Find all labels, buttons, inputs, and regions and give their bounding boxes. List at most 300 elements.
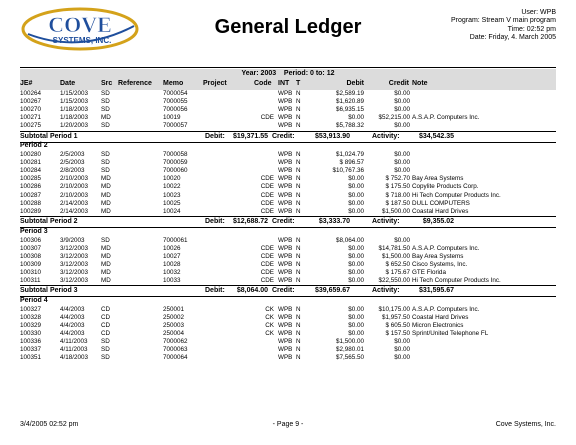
cell-src: MD <box>101 244 111 252</box>
cell-src: MD <box>101 207 111 215</box>
cell-note: DULL COMPUTERS <box>412 199 470 207</box>
subtotal-label: Subtotal Period 2 <box>20 218 78 226</box>
cell-memo: 7000063 <box>163 346 188 354</box>
cell-src: SD <box>101 159 110 167</box>
cell-je: 100308 <box>20 252 42 260</box>
cell-debit: $0.00 <box>348 114 364 122</box>
cell-memo: 10028 <box>163 260 181 268</box>
col-memo: Memo <box>163 80 184 87</box>
subtotal-debit-label: Debit: <box>205 132 225 140</box>
cell-credit: $0.00 <box>394 159 410 167</box>
cell-memo: 7000057 <box>163 122 188 130</box>
cell-code: CDE <box>260 207 274 215</box>
cell-memo: 7000059 <box>163 159 188 167</box>
subtotal-debit-label: Debit: <box>205 287 225 295</box>
cell-note: GTE Florida <box>412 268 446 276</box>
cell-date: 3/12/2003 <box>60 268 89 276</box>
cell-memo: 7000060 <box>163 167 188 175</box>
cell-date: 2/14/2003 <box>60 207 89 215</box>
table-row <box>20 114 556 122</box>
table-row <box>20 245 556 253</box>
table-row <box>20 183 556 191</box>
cell-t: N <box>296 175 301 183</box>
cell-credit: $10,175.00 <box>378 305 410 313</box>
cell-int: WPB <box>278 207 293 215</box>
cell-memo: 10022 <box>163 183 181 191</box>
cell-t: N <box>296 268 301 276</box>
col-reference: Reference <box>118 80 152 87</box>
cell-src: MD <box>101 183 111 191</box>
cell-debit: $0.00 <box>348 268 364 276</box>
cell-debit: $ 896.57 <box>339 159 364 167</box>
cell-t: N <box>296 305 301 313</box>
table-row <box>20 167 556 175</box>
table-row <box>20 90 556 98</box>
cell-src: SD <box>101 90 110 97</box>
subtotal-activity: $31,595.67 <box>418 287 454 295</box>
report-title: General Ledger <box>214 16 362 38</box>
period-label: Period 4 <box>20 296 48 304</box>
cell-date: 3/12/2003 <box>60 260 89 268</box>
cell-debit: $5,788.32 <box>335 122 364 130</box>
cell-note: Cisco Systems, Inc. <box>412 260 468 268</box>
cell-je: 100287 <box>20 191 42 199</box>
cell-credit: $0.00 <box>394 338 410 346</box>
cell-memo: 10023 <box>163 191 181 199</box>
cell-debit: $10,767.36 <box>332 167 364 175</box>
cell-credit: $1,957.50 <box>381 314 410 321</box>
table-row <box>20 322 556 330</box>
cell-t: N <box>296 159 301 167</box>
period-label: Period 2 <box>20 142 48 150</box>
cell-int: WPB <box>278 183 293 191</box>
cell-src: SD <box>101 354 110 362</box>
subtotal-credit-label: Credit: <box>272 132 295 140</box>
cell-debit: $2,589.19 <box>335 90 364 97</box>
cell-debit: $7,565.50 <box>335 354 364 362</box>
cell-credit: $0.00 <box>394 346 410 354</box>
cell-memo: 10027 <box>163 252 181 260</box>
footer-company: Cove Systems, Inc. <box>495 421 556 428</box>
cell-int: WPB <box>278 90 293 97</box>
cell-credit: $ 605.50 <box>385 322 410 330</box>
cell-memo: 250004 <box>163 330 185 338</box>
cell-src: MD <box>101 276 111 284</box>
subtotal-debit-label: Debit: <box>205 218 225 226</box>
cell-int: WPB <box>278 314 293 321</box>
cell-src: CD <box>101 322 111 330</box>
cell-int: WPB <box>278 98 293 106</box>
cell-date: 2/5/2003 <box>60 151 85 159</box>
meta-user: User: WPB <box>521 9 556 16</box>
table-row <box>20 346 556 354</box>
cell-debit: $0.00 <box>348 330 364 338</box>
cell-t: N <box>296 207 301 215</box>
cell-int: WPB <box>278 354 293 362</box>
cell-t: N <box>296 276 301 284</box>
cell-debit: $0.00 <box>348 314 364 321</box>
cell-memo: 7000055 <box>163 98 188 106</box>
cell-memo: 7000058 <box>163 151 188 159</box>
cell-src: MD <box>101 191 111 199</box>
table-row <box>20 159 556 167</box>
header-rule-top <box>20 67 556 68</box>
cell-debit: $0.00 <box>348 252 364 260</box>
subtotal-debit: $19,371.55 <box>232 132 268 140</box>
cell-debit: $6,935.15 <box>335 106 364 114</box>
meta-program: Program: Stream V main program <box>450 17 556 25</box>
cell-src: SD <box>101 346 110 354</box>
cell-int: WPB <box>278 330 293 338</box>
cell-date: 4/4/2003 <box>60 305 85 313</box>
cell-je: 100271 <box>20 114 42 122</box>
cell-date: 3/9/2003 <box>60 236 85 244</box>
cell-t: N <box>296 106 301 114</box>
col-src: Src <box>101 80 113 87</box>
cell-int: WPB <box>278 244 293 252</box>
cell-t: N <box>296 183 301 191</box>
cell-je: 100329 <box>20 322 42 330</box>
cell-date: 4/11/2003 <box>60 346 88 354</box>
cell-debit: $0.00 <box>348 175 364 183</box>
cell-int: WPB <box>278 260 293 268</box>
cell-src: MD <box>101 268 111 276</box>
cell-note: Sprint/United Telephone FL <box>412 330 489 338</box>
cell-credit: $ 752.70 <box>385 175 410 183</box>
cell-code: CDE <box>260 244 274 252</box>
cell-date: 1/18/2003 <box>60 114 89 122</box>
cell-t: N <box>296 191 301 199</box>
subtotal-debit: $12,688.72 <box>232 218 268 226</box>
cell-je: 100306 <box>20 236 42 244</box>
cell-code: CDE <box>260 175 274 183</box>
cell-credit: $0.00 <box>394 106 410 114</box>
cell-src: CD <box>101 330 111 338</box>
cell-debit: $0.00 <box>348 199 364 207</box>
cell-date: 3/12/2003 <box>60 244 89 252</box>
cell-code: CDE <box>260 260 274 268</box>
cell-int: WPB <box>278 305 293 313</box>
cell-t: N <box>296 167 301 175</box>
cell-int: WPB <box>278 175 293 183</box>
cell-debit: $1,024.79 <box>335 151 364 159</box>
cell-date: 4/4/2003 <box>60 314 85 321</box>
cell-src: CD <box>101 314 111 321</box>
cell-t: N <box>296 236 301 244</box>
cell-memo: 10020 <box>163 175 181 183</box>
cell-memo: 10026 <box>163 244 181 252</box>
cell-date: 1/15/2003 <box>60 98 89 106</box>
cell-date: 4/18/2003 <box>60 354 89 362</box>
cell-code: CK <box>265 330 274 338</box>
cell-debit: $0.00 <box>348 244 364 252</box>
period-range: Period: 0 to: 12 <box>283 70 335 77</box>
cell-credit: $14,781.50 <box>378 244 410 252</box>
table-row <box>20 269 556 277</box>
subtotal-row <box>20 131 556 143</box>
cell-src: MD <box>101 199 111 207</box>
cell-memo: 250001 <box>163 305 185 313</box>
year-label: Year: 2003 <box>241 70 277 77</box>
cell-int: WPB <box>278 252 293 260</box>
table-row <box>20 151 556 159</box>
cell-t: N <box>296 252 301 260</box>
cell-memo: 10033 <box>163 276 181 284</box>
cell-note: Hi Tech Computer Products Inc. <box>412 191 501 199</box>
cell-debit: $0.00 <box>348 191 364 199</box>
subtotal-credit-label: Credit: <box>272 287 295 295</box>
cell-je: 100281 <box>20 159 42 167</box>
cell-memo: 10032 <box>163 268 181 276</box>
cell-note: Hi Tech Computer Products Inc. <box>412 276 501 284</box>
cell-code: CDE <box>260 252 274 260</box>
table-row <box>20 237 556 245</box>
cell-date: 3/12/2003 <box>60 252 89 260</box>
table-row <box>20 277 556 285</box>
cell-int: WPB <box>278 236 293 244</box>
table-row <box>20 106 556 114</box>
col-int: INT <box>278 80 290 87</box>
col-debit: Debit <box>346 80 364 87</box>
table-row <box>20 354 556 362</box>
cell-t: N <box>296 314 301 321</box>
cell-je: 100286 <box>20 183 42 191</box>
cell-credit: $0.00 <box>394 151 410 159</box>
cell-credit: $ 187.50 <box>385 199 410 207</box>
cell-debit: $0.00 <box>348 305 364 313</box>
cell-int: WPB <box>278 159 293 167</box>
cell-code: CDE <box>260 191 274 199</box>
cell-int: WPB <box>278 276 293 284</box>
cell-int: WPB <box>278 106 293 114</box>
cell-credit: $0.00 <box>394 167 410 175</box>
cell-t: N <box>296 90 301 97</box>
cell-code: CDE <box>260 199 274 207</box>
cell-credit: $0.00 <box>394 236 410 244</box>
cell-credit: $ 157.50 <box>385 330 410 338</box>
cell-memo: 7000056 <box>163 106 188 114</box>
cell-src: SD <box>101 106 110 114</box>
cell-note: A.S.A.P. Computers Inc. <box>412 114 480 122</box>
cell-date: 4/4/2003 <box>60 330 85 338</box>
cell-je: 100311 <box>20 276 41 284</box>
cell-code: CDE <box>260 114 274 122</box>
col-code: Code <box>254 80 272 87</box>
cell-je: 100284 <box>20 167 42 175</box>
cell-note: Coastal Hard Drives <box>412 207 469 215</box>
cell-note: Copylite Products Corp. <box>412 183 479 191</box>
cell-t: N <box>296 338 301 346</box>
cell-credit: $ 175.67 <box>385 268 410 276</box>
cell-int: WPB <box>278 122 293 130</box>
year-period-line <box>0 70 576 77</box>
table-row <box>20 192 556 200</box>
subtotal-credit: $39,659.67 <box>314 287 350 295</box>
cell-memo: 7000064 <box>163 354 188 362</box>
table-row <box>20 253 556 261</box>
cell-src: MD <box>101 260 111 268</box>
cell-t: N <box>296 122 301 130</box>
cell-je: 100264 <box>20 90 42 97</box>
cell-credit: $ 718.00 <box>385 191 410 199</box>
subtotal-activity: $34,542.35 <box>418 132 454 140</box>
col-date: Date <box>60 80 76 87</box>
cell-int: WPB <box>278 167 293 175</box>
logo-text-sub: SYSTEMS, INC. <box>52 36 112 45</box>
cell-date: 2/5/2003 <box>60 159 85 167</box>
cell-src: SD <box>101 122 110 130</box>
cell-je: 100270 <box>20 106 42 114</box>
cell-date: 2/10/2003 <box>60 175 89 183</box>
cell-memo: 250003 <box>163 322 185 330</box>
table-row <box>20 338 556 346</box>
cell-code: CDE <box>260 268 274 276</box>
table-row <box>20 314 556 322</box>
cell-je: 100309 <box>20 260 42 268</box>
period-label: Period 3 <box>20 227 48 235</box>
cell-date: 1/15/2003 <box>60 90 89 97</box>
cell-date: 4/11/2003 <box>60 338 88 346</box>
footer-datetime: 3/4/2005 02:52 pm <box>20 421 79 428</box>
cell-je: 100275 <box>20 122 42 130</box>
cell-memo: 7000061 <box>163 236 188 244</box>
cell-t: N <box>296 346 301 354</box>
cell-code: CK <box>265 305 274 313</box>
cell-code: CDE <box>260 183 274 191</box>
cell-credit: $1,500.00 <box>381 252 410 260</box>
cell-int: WPB <box>278 268 293 276</box>
col-project: Project <box>203 80 227 87</box>
table-row <box>20 200 556 208</box>
table-row <box>20 261 556 269</box>
cell-credit: $0.00 <box>394 90 410 97</box>
cell-note: Bay Area Systems <box>412 252 464 260</box>
cell-date: 4/4/2003 <box>60 322 85 330</box>
cell-date: 2/10/2003 <box>60 183 89 191</box>
table-row <box>20 122 556 130</box>
cell-memo: 7000062 <box>163 338 188 346</box>
cell-t: N <box>296 244 301 252</box>
cell-code: CK <box>265 322 274 330</box>
cell-memo: 10019 <box>163 114 181 122</box>
cell-date: 1/18/2003 <box>60 106 89 114</box>
cell-code: CK <box>265 314 274 321</box>
cell-debit: $8,064.00 <box>335 236 364 244</box>
cell-debit: $1,620.89 <box>335 98 364 106</box>
cell-note: A.S.A.P. Computers Inc. <box>412 305 480 313</box>
cell-int: WPB <box>278 338 293 346</box>
cell-t: N <box>296 354 301 362</box>
cell-memo: 10025 <box>163 199 181 207</box>
subtotal-activity-label: Activity: <box>372 218 400 226</box>
cell-code: CDE <box>260 276 274 284</box>
subtotal-row <box>20 216 556 228</box>
footer-page: - Page 9 - <box>272 421 304 428</box>
report-meta <box>451 9 556 42</box>
cell-credit: $52,215.00 <box>378 114 410 122</box>
cell-je: 100328 <box>20 314 42 321</box>
cell-date: 3/12/2003 <box>60 276 89 284</box>
cell-je: 100285 <box>20 175 42 183</box>
cell-credit: $ 652.50 <box>385 260 410 268</box>
cell-date: 2/10/2003 <box>60 191 89 199</box>
cell-memo: 250002 <box>163 314 185 321</box>
cell-t: N <box>296 151 301 159</box>
subtotal-credit: $53,913.90 <box>314 132 350 140</box>
cell-int: WPB <box>278 191 293 199</box>
table-row <box>20 306 556 314</box>
cell-note: Micron Electronics <box>412 322 464 330</box>
cell-debit: $0.00 <box>348 260 364 268</box>
cell-je: 100267 <box>20 98 42 106</box>
table-row <box>20 330 556 338</box>
cell-debit: $2,980.01 <box>335 346 364 354</box>
cell-date: 1/20/2003 <box>60 122 89 130</box>
col-note: Note <box>412 80 428 87</box>
cell-int: WPB <box>278 322 293 330</box>
cell-src: MD <box>101 175 111 183</box>
subtotal-activity: $9,355.02 <box>422 218 454 226</box>
cell-t: N <box>296 330 301 338</box>
subtotal-debit: $8,064.00 <box>236 287 268 295</box>
cell-src: SD <box>101 236 110 244</box>
cell-t: N <box>296 199 301 207</box>
cell-note: Coastal Hard Drives <box>412 314 469 321</box>
cell-debit: $1,500.00 <box>335 338 364 346</box>
cell-credit: $22,550.00 <box>378 276 410 284</box>
cell-credit: $0.00 <box>394 354 410 362</box>
table-row <box>20 98 556 106</box>
cell-memo: 7000054 <box>163 90 188 97</box>
cell-note: A.S.A.P. Computers Inc. <box>412 244 480 252</box>
subtotal-activity-label: Activity: <box>372 132 400 140</box>
cell-memo: 10024 <box>163 207 181 215</box>
cell-je: 100307 <box>20 244 42 252</box>
cell-credit: $1,500.00 <box>381 207 410 215</box>
cell-src: MD <box>101 114 111 122</box>
table-row <box>20 208 556 216</box>
cell-t: N <box>296 98 301 106</box>
cell-je: 100337 <box>20 346 42 354</box>
cell-debit: $0.00 <box>348 207 364 215</box>
cell-credit: $ 175.50 <box>385 183 410 191</box>
cell-int: WPB <box>278 346 293 354</box>
subtotal-credit-label: Credit: <box>272 218 295 226</box>
cell-je: 100310 <box>20 268 42 276</box>
cell-je: 100336 <box>20 338 42 346</box>
cell-t: N <box>296 322 301 330</box>
cell-je: 100351 <box>20 354 42 362</box>
cell-src: SD <box>101 167 110 175</box>
cell-je: 100327 <box>20 305 42 313</box>
cell-t: N <box>296 114 301 122</box>
cell-int: WPB <box>278 199 293 207</box>
cell-credit: $0.00 <box>394 98 410 106</box>
cell-src: CD <box>101 305 111 313</box>
subtotal-label: Subtotal Period 3 <box>20 287 78 295</box>
col-credit: Credit <box>388 80 409 87</box>
cell-je: 100330 <box>20 330 42 338</box>
col-t: T <box>296 80 301 87</box>
table-row <box>20 175 556 183</box>
subtotal-credit: $3,333.70 <box>318 218 350 226</box>
meta-time: Time: 02:52 pm <box>507 25 556 33</box>
cell-note: Bay Area Systems <box>412 175 464 183</box>
cell-t: N <box>296 260 301 268</box>
cell-debit: $0.00 <box>348 276 364 284</box>
cell-je: 100289 <box>20 207 42 215</box>
cell-int: WPB <box>278 151 293 159</box>
